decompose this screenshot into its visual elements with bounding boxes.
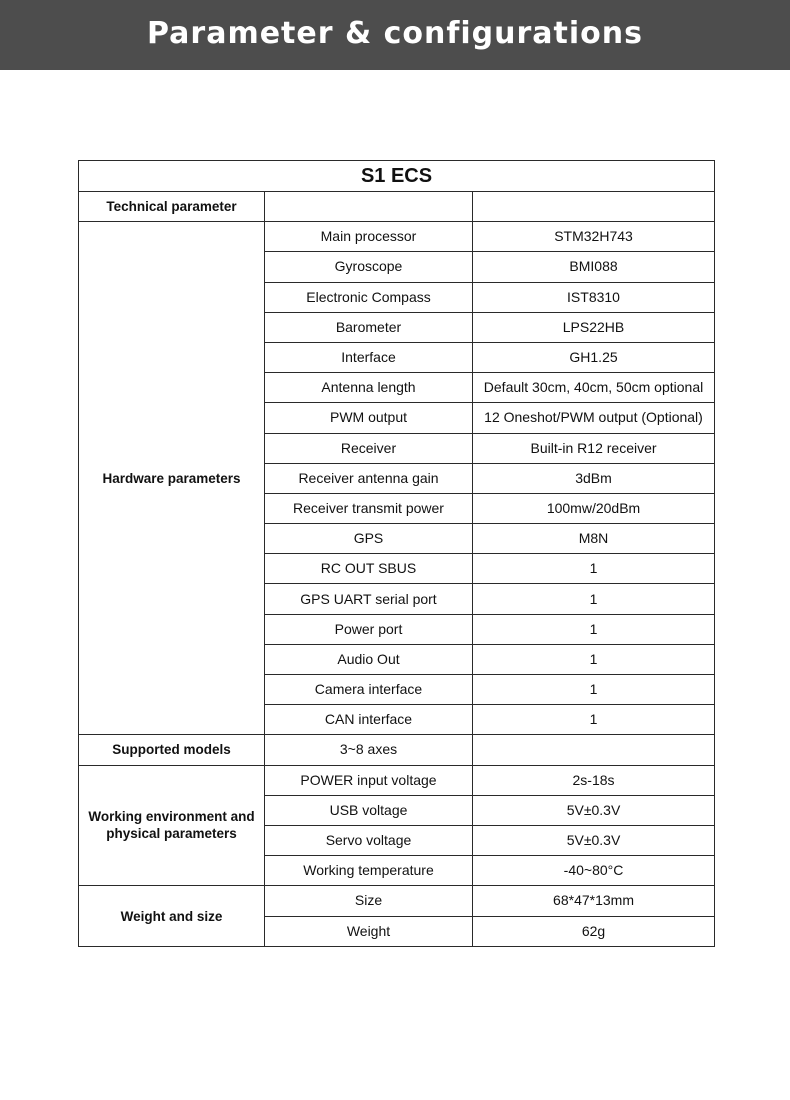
param-name: Receiver antenna gain: [265, 463, 473, 493]
param-name: Weight: [265, 916, 473, 946]
technical-header-row: [79, 192, 715, 222]
param-value: Built-in R12 receiver: [473, 433, 715, 463]
param-name: Receiver: [265, 433, 473, 463]
page-title: Parameter & configurations: [146, 15, 643, 51]
empty-cell: [473, 735, 715, 765]
param-value: 68*47*13mm: [473, 886, 715, 916]
supported-models-row: [79, 735, 715, 765]
param-value: 1: [473, 644, 715, 674]
param-name: USB voltage: [265, 795, 473, 825]
technical-parameter-header: Technical parameter: [79, 192, 265, 222]
param-value: -40~80°C: [473, 856, 715, 886]
param-value: IST8310: [473, 282, 715, 312]
param-value: 1: [473, 705, 715, 735]
table-row: [79, 222, 715, 252]
param-value: Default 30cm, 40cm, 50cm optional: [473, 373, 715, 403]
param-value: 1: [473, 675, 715, 705]
param-name: Receiver transmit power: [265, 493, 473, 523]
param-name: Size: [265, 886, 473, 916]
param-value: STM32H743: [473, 222, 715, 252]
param-value: 12 Oneshot/PWM output (Optional): [473, 403, 715, 433]
header-banner: [0, 0, 790, 70]
table-row: [79, 886, 715, 916]
param-value: M8N: [473, 524, 715, 554]
param-name: Antenna length: [265, 373, 473, 403]
empty-cell: [265, 192, 473, 222]
param-value: LPS22HB: [473, 312, 715, 342]
param-name: RC OUT SBUS: [265, 554, 473, 584]
param-name: Servo voltage: [265, 825, 473, 855]
supported-models-category: Supported models: [79, 735, 265, 765]
param-name: POWER input voltage: [265, 765, 473, 795]
param-name: Camera interface: [265, 675, 473, 705]
spec-table: [78, 160, 715, 947]
param-value: 2s-18s: [473, 765, 715, 795]
param-value: BMI088: [473, 252, 715, 282]
param-value: 1: [473, 614, 715, 644]
weight-size-category: Weight and size: [79, 886, 265, 946]
param-name: Audio Out: [265, 644, 473, 674]
param-name: Electronic Compass: [265, 282, 473, 312]
param-name: Power port: [265, 614, 473, 644]
table-title: S1 ECS: [79, 161, 715, 192]
param-name: Gyroscope: [265, 252, 473, 282]
param-value: 5V±0.3V: [473, 795, 715, 825]
param-name: Main processor: [265, 222, 473, 252]
table-row: [79, 765, 715, 795]
param-value: 62g: [473, 916, 715, 946]
param-name: GPS UART serial port: [265, 584, 473, 614]
param-value: 100mw/20dBm: [473, 493, 715, 523]
table-title-row: [79, 161, 715, 192]
param-value: 3dBm: [473, 463, 715, 493]
environment-category: Working environment and physical parameters: [79, 765, 265, 886]
param-value: 3~8 axes: [265, 735, 473, 765]
hardware-category: Hardware parameters: [79, 222, 265, 735]
empty-cell: [473, 192, 715, 222]
param-value: GH1.25: [473, 342, 715, 372]
param-name: PWM output: [265, 403, 473, 433]
param-name: Barometer: [265, 312, 473, 342]
param-value: 5V±0.3V: [473, 825, 715, 855]
param-name: Interface: [265, 342, 473, 372]
param-name: Working temperature: [265, 856, 473, 886]
param-value: 1: [473, 554, 715, 584]
param-name: GPS: [265, 524, 473, 554]
param-value: 1: [473, 584, 715, 614]
param-name: CAN interface: [265, 705, 473, 735]
